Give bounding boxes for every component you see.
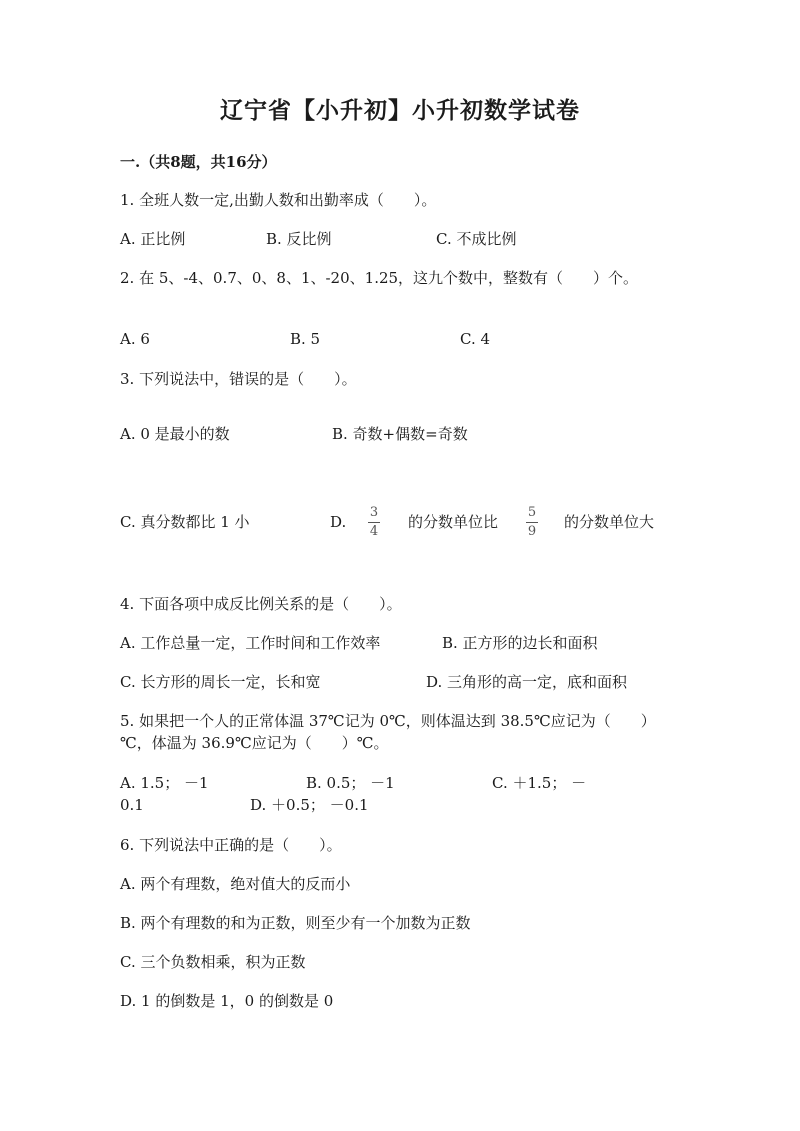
question-1-stem: 1. 全班人数一定,出勤人数和出勤率成（ ）。 (120, 191, 437, 209)
q2-option-a: A. 6 (120, 330, 150, 348)
q4-option-a: A. 工作总量一定，工作时间和工作效率 (120, 634, 381, 652)
fraction-bar (526, 522, 538, 523)
q6-option-d: D. 1 的倒数是 1，0 的倒数是 0 (120, 992, 334, 1010)
fraction-denominator: 4 (369, 524, 379, 540)
question-6-stem: 6. 下列说法中正确的是（ ）。 (120, 836, 342, 854)
fraction-three-quarters (368, 506, 380, 540)
fraction-numerator: 5 (527, 505, 537, 520)
q5-option-c-continued: 0.1 (120, 796, 144, 814)
q5-option-b: B. 0.5； －1 (306, 774, 395, 792)
fraction-numerator: 3 (369, 505, 379, 520)
q2-option-b: B. 5 (290, 330, 321, 348)
question-2-stem: 2. 在 5、-4、0.7、0、8、1、-20、1.25，这九个数中，整数有（ ）个。 (120, 269, 639, 287)
q4-option-b: B. 正方形的边长和面积 (442, 634, 598, 652)
q1-option-c: C. 不成比例 (436, 230, 517, 248)
q3-option-b: B. 奇数+偶数=奇数 (332, 425, 468, 443)
fraction-five-ninths (526, 506, 538, 540)
question-4-stem: 4. 下面各项中成反比例关系的是（ ）。 (120, 595, 402, 613)
section-heading: 一.（共8题，共16分） (120, 153, 277, 171)
question-5-stem-line1: 5. 如果把一个人的正常体温 37℃记为 0℃，则体温达到 38.5℃应记为（ ） (120, 712, 656, 730)
fraction-bar (368, 522, 380, 523)
page-title: 辽宁省【小升初】小升初数学试卷 (220, 97, 580, 124)
q2-option-c: C. 4 (460, 330, 491, 348)
q3-option-c: C. 真分数都比 1 小 (120, 513, 250, 531)
q3-option-d-end: 的分数单位大 (564, 513, 655, 531)
question-5-stem-line2: ℃，体温为 36.9℃应记为（ ）℃。 (120, 734, 389, 752)
q6-option-a: A. 两个有理数，绝对值大的反而小 (120, 875, 351, 893)
q3-option-d-middle: 的分数单位比 (408, 513, 499, 531)
q5-option-a: A. 1.5； －1 (120, 774, 209, 792)
q5-option-c: C. ＋1.5； － (492, 774, 587, 792)
q6-option-b: B. 两个有理数的和为正数，则至少有一个加数为正数 (120, 914, 471, 932)
q6-option-c: C. 三个负数相乘，积为正数 (120, 953, 306, 971)
q1-option-b: B. 反比例 (266, 230, 332, 248)
q3-option-d-label: D. (330, 513, 347, 531)
q5-option-d: D. ＋0.5； －0.1 (250, 796, 369, 814)
question-3-stem: 3. 下列说法中，错误的是（ ）。 (120, 370, 357, 388)
q4-option-c: C. 长方形的周长一定，长和宽 (120, 673, 321, 691)
fraction-denominator: 9 (527, 524, 537, 540)
q4-option-d: D. 三角形的高一定，底和面积 (426, 673, 628, 691)
q3-option-a: A. 0 是最小的数 (120, 425, 230, 443)
q1-option-a: A. 正比例 (120, 230, 186, 248)
